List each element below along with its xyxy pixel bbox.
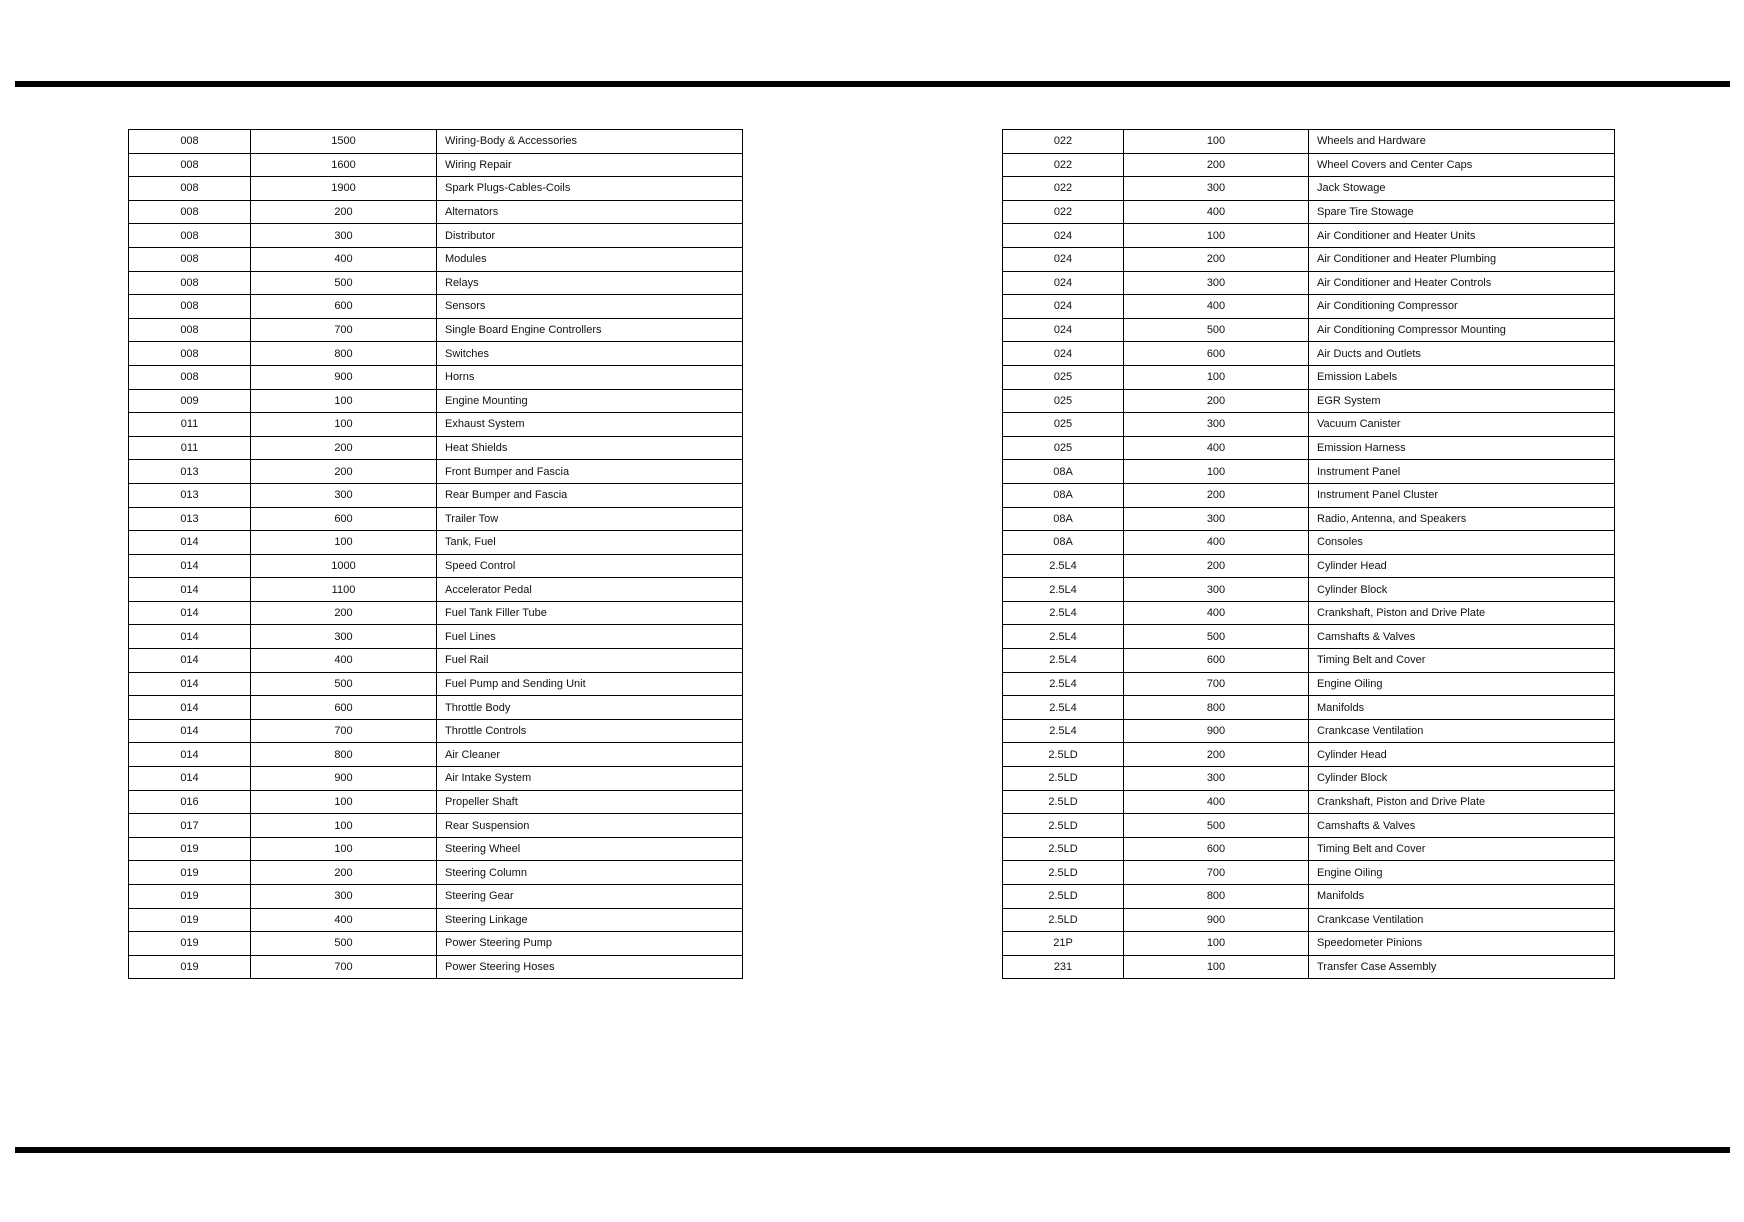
- description-cell: Engine Mounting: [437, 389, 743, 413]
- section-number-cell: 700: [1124, 672, 1309, 696]
- section-number-cell: 100: [251, 389, 437, 413]
- group-code-cell: 024: [1003, 318, 1124, 342]
- table-row: [129, 483, 743, 507]
- group-code-cell: 08A: [1003, 507, 1124, 531]
- table-row: [129, 436, 743, 460]
- table-row: [129, 153, 743, 177]
- section-number-cell: 200: [1124, 554, 1309, 578]
- description-cell: Manifolds: [1309, 696, 1615, 720]
- left-code-table: [128, 129, 743, 979]
- group-code-cell: 2.5L4: [1003, 672, 1124, 696]
- group-code-cell: 2.5LD: [1003, 767, 1124, 791]
- description-cell: Throttle Body: [437, 696, 743, 720]
- section-number-cell: 600: [1124, 342, 1309, 366]
- group-code-cell: 2.5LD: [1003, 837, 1124, 861]
- table-row: [129, 531, 743, 555]
- section-number-cell: 500: [251, 932, 437, 956]
- table-row: [129, 672, 743, 696]
- section-number-cell: 800: [1124, 696, 1309, 720]
- description-cell: Fuel Pump and Sending Unit: [437, 672, 743, 696]
- group-code-cell: 2.5L4: [1003, 601, 1124, 625]
- table-row: [129, 130, 743, 154]
- table-row: [1003, 625, 1615, 649]
- section-number-cell: 200: [251, 601, 437, 625]
- table-row: [129, 389, 743, 413]
- section-number-cell: 700: [251, 318, 437, 342]
- description-cell: Wheels and Hardware: [1309, 130, 1615, 154]
- section-number-cell: 300: [1124, 767, 1309, 791]
- group-code-cell: 011: [129, 413, 251, 437]
- description-cell: Crankshaft, Piston and Drive Plate: [1309, 790, 1615, 814]
- group-code-cell: 231: [1003, 955, 1124, 979]
- table-row: [1003, 743, 1615, 767]
- group-code-cell: 2.5L4: [1003, 719, 1124, 743]
- description-cell: Alternators: [437, 200, 743, 224]
- group-code-cell: 022: [1003, 153, 1124, 177]
- table-row: [1003, 932, 1615, 956]
- table-row: [129, 318, 743, 342]
- section-number-cell: 100: [251, 531, 437, 555]
- section-number-cell: 700: [1124, 861, 1309, 885]
- description-cell: Air Conditioning Compressor: [1309, 295, 1615, 319]
- section-number-cell: 300: [1124, 507, 1309, 531]
- description-cell: Propeller Shaft: [437, 790, 743, 814]
- section-number-cell: 500: [251, 672, 437, 696]
- section-number-cell: 500: [1124, 625, 1309, 649]
- group-code-cell: 025: [1003, 365, 1124, 389]
- group-code-cell: 008: [129, 365, 251, 389]
- group-code-cell: 2.5L4: [1003, 649, 1124, 673]
- top-page-rule: [15, 81, 1730, 87]
- section-number-cell: 1600: [251, 153, 437, 177]
- description-cell: Rear Suspension: [437, 814, 743, 838]
- description-cell: Wheel Covers and Center Caps: [1309, 153, 1615, 177]
- group-code-cell: 008: [129, 130, 251, 154]
- description-cell: Switches: [437, 342, 743, 366]
- table-row: [129, 932, 743, 956]
- description-cell: Instrument Panel Cluster: [1309, 483, 1615, 507]
- group-code-cell: 019: [129, 955, 251, 979]
- group-code-cell: 008: [129, 177, 251, 201]
- description-cell: Speed Control: [437, 554, 743, 578]
- table-row: [1003, 814, 1615, 838]
- description-cell: Manifolds: [1309, 885, 1615, 909]
- group-code-cell: 008: [129, 224, 251, 248]
- group-code-cell: 014: [129, 625, 251, 649]
- section-number-cell: 200: [251, 460, 437, 484]
- description-cell: Vacuum Canister: [1309, 413, 1615, 437]
- group-code-cell: 019: [129, 837, 251, 861]
- table-row: [129, 767, 743, 791]
- description-cell: Consoles: [1309, 531, 1615, 555]
- table-row: [1003, 861, 1615, 885]
- group-code-cell: 016: [129, 790, 251, 814]
- group-code-cell: 024: [1003, 295, 1124, 319]
- description-cell: Air Conditioner and Heater Controls: [1309, 271, 1615, 295]
- group-code-cell: 2.5L4: [1003, 578, 1124, 602]
- group-code-cell: 014: [129, 767, 251, 791]
- description-cell: Air Conditioner and Heater Units: [1309, 224, 1615, 248]
- group-code-cell: 011: [129, 436, 251, 460]
- section-number-cell: 600: [251, 507, 437, 531]
- description-cell: Power Steering Pump: [437, 932, 743, 956]
- section-number-cell: 1500: [251, 130, 437, 154]
- group-code-cell: 08A: [1003, 483, 1124, 507]
- description-cell: Single Board Engine Controllers: [437, 318, 743, 342]
- section-number-cell: 600: [1124, 649, 1309, 673]
- group-code-cell: 2.5L4: [1003, 554, 1124, 578]
- section-number-cell: 100: [251, 790, 437, 814]
- section-number-cell: 100: [251, 814, 437, 838]
- table-row: [129, 955, 743, 979]
- section-number-cell: 100: [1124, 224, 1309, 248]
- description-cell: Emission Labels: [1309, 365, 1615, 389]
- description-cell: EGR System: [1309, 389, 1615, 413]
- section-number-cell: 400: [1124, 601, 1309, 625]
- section-number-cell: 200: [251, 436, 437, 460]
- description-cell: Air Conditioning Compressor Mounting: [1309, 318, 1615, 342]
- description-cell: Wiring Repair: [437, 153, 743, 177]
- description-cell: Camshafts & Valves: [1309, 625, 1615, 649]
- right-table-body: [1003, 130, 1615, 979]
- description-cell: Steering Gear: [437, 885, 743, 909]
- section-number-cell: 500: [251, 271, 437, 295]
- section-number-cell: 700: [251, 719, 437, 743]
- section-number-cell: 600: [251, 696, 437, 720]
- section-number-cell: 900: [251, 365, 437, 389]
- section-number-cell: 200: [1124, 247, 1309, 271]
- group-code-cell: 2.5LD: [1003, 861, 1124, 885]
- table-row: [1003, 224, 1615, 248]
- group-code-cell: 014: [129, 743, 251, 767]
- table-row: [1003, 837, 1615, 861]
- description-cell: Cylinder Block: [1309, 767, 1615, 791]
- description-cell: Throttle Controls: [437, 719, 743, 743]
- right-code-table: [1002, 129, 1615, 979]
- description-cell: Cylinder Head: [1309, 743, 1615, 767]
- left-table-body: [129, 130, 743, 979]
- table-row: [129, 247, 743, 271]
- description-cell: Fuel Rail: [437, 649, 743, 673]
- table-row: [1003, 955, 1615, 979]
- group-code-cell: 2.5LD: [1003, 885, 1124, 909]
- table-row: [129, 649, 743, 673]
- group-code-cell: 014: [129, 672, 251, 696]
- description-cell: Tank, Fuel: [437, 531, 743, 555]
- description-cell: Power Steering Hoses: [437, 955, 743, 979]
- section-number-cell: 100: [1124, 365, 1309, 389]
- section-number-cell: 300: [1124, 413, 1309, 437]
- table-row: [129, 837, 743, 861]
- description-cell: Air Cleaner: [437, 743, 743, 767]
- table-row: [1003, 130, 1615, 154]
- table-row: [129, 177, 743, 201]
- section-number-cell: 400: [1124, 295, 1309, 319]
- table-row: [129, 625, 743, 649]
- table-row: [129, 861, 743, 885]
- table-row: [129, 365, 743, 389]
- section-number-cell: 600: [251, 295, 437, 319]
- section-number-cell: 200: [1124, 153, 1309, 177]
- group-code-cell: 008: [129, 295, 251, 319]
- group-code-cell: 08A: [1003, 531, 1124, 555]
- section-number-cell: 500: [1124, 814, 1309, 838]
- table-row: [1003, 365, 1615, 389]
- group-code-cell: 008: [129, 318, 251, 342]
- description-cell: Crankshaft, Piston and Drive Plate: [1309, 601, 1615, 625]
- group-code-cell: 2.5LD: [1003, 814, 1124, 838]
- group-code-cell: 022: [1003, 177, 1124, 201]
- group-code-cell: 2.5L4: [1003, 625, 1124, 649]
- group-code-cell: 014: [129, 531, 251, 555]
- section-number-cell: 400: [1124, 200, 1309, 224]
- description-cell: Jack Stowage: [1309, 177, 1615, 201]
- group-code-cell: 025: [1003, 413, 1124, 437]
- table-row: [129, 578, 743, 602]
- group-code-cell: 2.5LD: [1003, 743, 1124, 767]
- description-cell: Fuel Tank Filler Tube: [437, 601, 743, 625]
- table-row: [1003, 578, 1615, 602]
- section-number-cell: 200: [1124, 483, 1309, 507]
- section-number-cell: 300: [251, 625, 437, 649]
- table-row: [129, 719, 743, 743]
- group-code-cell: 019: [129, 932, 251, 956]
- group-code-cell: 025: [1003, 436, 1124, 460]
- group-code-cell: 013: [129, 483, 251, 507]
- table-row: [129, 743, 743, 767]
- group-code-cell: 014: [129, 649, 251, 673]
- table-row: [1003, 318, 1615, 342]
- section-number-cell: 1100: [251, 578, 437, 602]
- description-cell: Cylinder Block: [1309, 578, 1615, 602]
- description-cell: Engine Oiling: [1309, 672, 1615, 696]
- description-cell: Relays: [437, 271, 743, 295]
- section-number-cell: 400: [251, 908, 437, 932]
- group-code-cell: 008: [129, 247, 251, 271]
- description-cell: Air Ducts and Outlets: [1309, 342, 1615, 366]
- table-row: [129, 224, 743, 248]
- description-cell: Emission Harness: [1309, 436, 1615, 460]
- section-number-cell: 100: [1124, 955, 1309, 979]
- table-row: [1003, 507, 1615, 531]
- table-row: [1003, 790, 1615, 814]
- description-cell: Spark Plugs-Cables-Coils: [437, 177, 743, 201]
- section-number-cell: 100: [1124, 932, 1309, 956]
- description-cell: Steering Linkage: [437, 908, 743, 932]
- table-row: [1003, 672, 1615, 696]
- table-row: [129, 696, 743, 720]
- group-code-cell: 022: [1003, 200, 1124, 224]
- group-code-cell: 014: [129, 554, 251, 578]
- group-code-cell: 013: [129, 507, 251, 531]
- description-cell: Engine Oiling: [1309, 861, 1615, 885]
- description-cell: Air Conditioner and Heater Plumbing: [1309, 247, 1615, 271]
- group-code-cell: 024: [1003, 271, 1124, 295]
- group-code-cell: 014: [129, 601, 251, 625]
- table-row: [129, 790, 743, 814]
- group-code-cell: 019: [129, 908, 251, 932]
- group-code-cell: 008: [129, 271, 251, 295]
- group-code-cell: 21P: [1003, 932, 1124, 956]
- table-row: [1003, 153, 1615, 177]
- section-number-cell: 400: [1124, 531, 1309, 555]
- group-code-cell: 008: [129, 342, 251, 366]
- table-row: [129, 413, 743, 437]
- table-row: [1003, 531, 1615, 555]
- section-number-cell: 300: [1124, 271, 1309, 295]
- description-cell: Heat Shields: [437, 436, 743, 460]
- description-cell: Wiring-Body & Accessories: [437, 130, 743, 154]
- section-number-cell: 500: [1124, 318, 1309, 342]
- group-code-cell: 014: [129, 719, 251, 743]
- table-row: [129, 460, 743, 484]
- section-number-cell: 200: [1124, 389, 1309, 413]
- section-number-cell: 300: [251, 483, 437, 507]
- bottom-page-rule: [15, 1147, 1730, 1153]
- section-number-cell: 900: [1124, 908, 1309, 932]
- description-cell: Modules: [437, 247, 743, 271]
- description-cell: Timing Belt and Cover: [1309, 649, 1615, 673]
- table-row: [1003, 601, 1615, 625]
- section-number-cell: 400: [1124, 436, 1309, 460]
- group-code-cell: 014: [129, 696, 251, 720]
- table-row: [1003, 908, 1615, 932]
- section-number-cell: 300: [251, 224, 437, 248]
- description-cell: Speedometer Pinions: [1309, 932, 1615, 956]
- group-code-cell: 024: [1003, 247, 1124, 271]
- table-row: [1003, 436, 1615, 460]
- description-cell: Rear Bumper and Fascia: [437, 483, 743, 507]
- table-row: [1003, 696, 1615, 720]
- group-code-cell: 024: [1003, 224, 1124, 248]
- group-code-cell: 014: [129, 578, 251, 602]
- table-row: [129, 885, 743, 909]
- group-code-cell: 008: [129, 200, 251, 224]
- group-code-cell: 019: [129, 885, 251, 909]
- section-number-cell: 400: [1124, 790, 1309, 814]
- table-row: [1003, 342, 1615, 366]
- group-code-cell: 008: [129, 153, 251, 177]
- table-row: [129, 295, 743, 319]
- group-code-cell: 009: [129, 389, 251, 413]
- section-number-cell: 800: [1124, 885, 1309, 909]
- description-cell: Cylinder Head: [1309, 554, 1615, 578]
- description-cell: Transfer Case Assembly: [1309, 955, 1615, 979]
- group-code-cell: 022: [1003, 130, 1124, 154]
- section-number-cell: 100: [1124, 130, 1309, 154]
- description-cell: Fuel Lines: [437, 625, 743, 649]
- section-number-cell: 1900: [251, 177, 437, 201]
- section-number-cell: 100: [251, 413, 437, 437]
- table-row: [129, 601, 743, 625]
- section-number-cell: 400: [251, 649, 437, 673]
- section-number-cell: 200: [1124, 743, 1309, 767]
- description-cell: Distributor: [437, 224, 743, 248]
- description-cell: Exhaust System: [437, 413, 743, 437]
- section-number-cell: 800: [251, 743, 437, 767]
- table-row: [1003, 554, 1615, 578]
- description-cell: Crankcase Ventilation: [1309, 908, 1615, 932]
- section-number-cell: 900: [1124, 719, 1309, 743]
- section-number-cell: 300: [1124, 578, 1309, 602]
- table-row: [1003, 413, 1615, 437]
- section-number-cell: 300: [1124, 177, 1309, 201]
- group-code-cell: 013: [129, 460, 251, 484]
- table-row: [1003, 295, 1615, 319]
- description-cell: Accelerator Pedal: [437, 578, 743, 602]
- description-cell: Horns: [437, 365, 743, 389]
- group-code-cell: 017: [129, 814, 251, 838]
- group-code-cell: 024: [1003, 342, 1124, 366]
- group-code-cell: 019: [129, 861, 251, 885]
- description-cell: Trailer Tow: [437, 507, 743, 531]
- description-cell: Sensors: [437, 295, 743, 319]
- description-cell: Timing Belt and Cover: [1309, 837, 1615, 861]
- table-row: [1003, 200, 1615, 224]
- table-row: [1003, 483, 1615, 507]
- section-number-cell: 100: [251, 837, 437, 861]
- table-row: [129, 814, 743, 838]
- table-row: [129, 342, 743, 366]
- group-code-cell: 2.5LD: [1003, 908, 1124, 932]
- table-row: [129, 507, 743, 531]
- description-cell: Radio, Antenna, and Speakers: [1309, 507, 1615, 531]
- section-number-cell: 300: [251, 885, 437, 909]
- section-number-cell: 1000: [251, 554, 437, 578]
- section-number-cell: 700: [251, 955, 437, 979]
- table-row: [1003, 247, 1615, 271]
- section-number-cell: 800: [251, 342, 437, 366]
- section-number-cell: 400: [251, 247, 437, 271]
- description-cell: Front Bumper and Fascia: [437, 460, 743, 484]
- description-cell: Spare Tire Stowage: [1309, 200, 1615, 224]
- description-cell: Air Intake System: [437, 767, 743, 791]
- section-number-cell: 900: [251, 767, 437, 791]
- table-row: [1003, 460, 1615, 484]
- description-cell: Camshafts & Valves: [1309, 814, 1615, 838]
- table-row: [129, 908, 743, 932]
- group-code-cell: 2.5L4: [1003, 696, 1124, 720]
- section-number-cell: 100: [1124, 460, 1309, 484]
- table-row: [1003, 719, 1615, 743]
- table-row: [1003, 885, 1615, 909]
- section-number-cell: 600: [1124, 837, 1309, 861]
- table-row: [1003, 271, 1615, 295]
- group-code-cell: 025: [1003, 389, 1124, 413]
- description-cell: Steering Wheel: [437, 837, 743, 861]
- group-code-cell: 08A: [1003, 460, 1124, 484]
- table-row: [129, 271, 743, 295]
- section-number-cell: 200: [251, 200, 437, 224]
- table-row: [1003, 177, 1615, 201]
- table-row: [1003, 767, 1615, 791]
- group-code-cell: 2.5LD: [1003, 790, 1124, 814]
- description-cell: Instrument Panel: [1309, 460, 1615, 484]
- table-row: [129, 554, 743, 578]
- description-cell: Steering Column: [437, 861, 743, 885]
- section-number-cell: 200: [251, 861, 437, 885]
- description-cell: Crankcase Ventilation: [1309, 719, 1615, 743]
- table-row: [129, 200, 743, 224]
- table-row: [1003, 649, 1615, 673]
- table-row: [1003, 389, 1615, 413]
